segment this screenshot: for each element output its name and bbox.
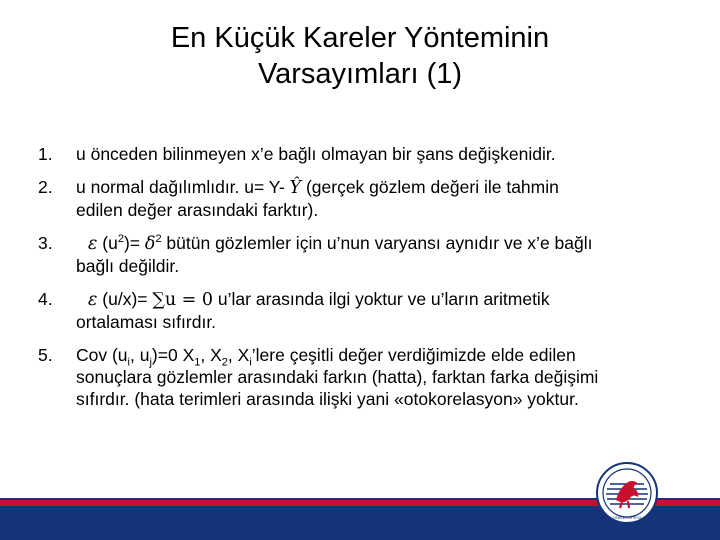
assumptions-list	[38, 143, 698, 421]
item-text-part: )=0 X	[151, 345, 195, 365]
list-number: 1.	[38, 144, 53, 164]
item-text: u önceden bilinmeyen x’e bağlı olmayan bir şans değişkenidir.	[76, 144, 556, 164]
superscript: 2	[155, 233, 162, 246]
list-number: 5.	[38, 345, 53, 365]
subscript: i	[249, 356, 252, 369]
epsilon-symbol: ε	[88, 234, 98, 254]
subscript: 2	[221, 356, 228, 369]
item-text-part: , X	[227, 345, 250, 365]
item-text-line-2: ortalaması sıfırdır.	[76, 312, 217, 332]
item-text-part: bütün gözlemler için u’nun varyansı aynıdır ve x’e bağlı	[161, 233, 593, 253]
item-text-line-1	[76, 176, 698, 199]
item-text-part: , u	[130, 345, 150, 365]
list-item-4	[38, 288, 698, 333]
slide-title	[0, 20, 720, 92]
slide-title-line-2: Varsayımları (1)	[257, 58, 463, 90]
subscript: j	[149, 356, 152, 369]
university-emblem-icon	[596, 462, 658, 524]
item-text-part: (u/x)=	[97, 289, 153, 309]
epsilon-symbol: ε	[88, 290, 98, 310]
y-hat-symbol: Ŷ	[289, 178, 302, 198]
item-text-part: , X	[200, 345, 222, 365]
item-text-part: )=	[123, 233, 145, 253]
slide-title-line-1: En Küçük Kareler Yönteminin	[170, 22, 550, 54]
svg-text:ÜNİVERSİTESİ: ÜNİVERSİTESİ	[613, 515, 641, 520]
item-text-part: u’lar arasında ilgi yoktur ve u’ların aritmetik	[213, 289, 550, 309]
subscript: 1	[194, 356, 201, 369]
list-item-5	[38, 344, 698, 410]
item-text-line-1	[76, 344, 698, 369]
item-text-part: (gerçek gözlem değeri ile tahmin	[301, 177, 559, 197]
item-text-part: u normal dağılımlıdır. u= Y-	[76, 177, 290, 197]
sum-formula: ∑u = 0	[152, 290, 214, 310]
item-text-part: (u	[97, 233, 118, 253]
list-number: 4.	[38, 289, 53, 309]
item-text-line-2: edilen değer arasındaki farktır).	[76, 200, 319, 220]
delta-symbol: δ	[144, 234, 156, 254]
list-item-1	[38, 143, 698, 165]
superscript: 2	[117, 233, 124, 246]
item-text-line-2: sonuçlara gözlemler arasındaki farkın (hatta), farktan farka değişimi	[76, 367, 599, 387]
subscript: i	[127, 356, 130, 369]
item-text-line-2: bağlı değildir.	[76, 256, 180, 276]
list-item-3	[38, 232, 698, 277]
list-number: 2.	[38, 177, 53, 197]
item-text-part: ’lere çeşitli değer verdiğimizde elde edilen	[251, 345, 576, 365]
item-text-line-3: sıfırdır. (hata terimleri arasında ilişki yani «otokorelasyon» yoktur.	[76, 389, 579, 409]
item-text-line-1	[76, 288, 698, 311]
item-text-line-1	[76, 232, 698, 255]
list-item-2	[38, 176, 698, 221]
list-number: 3.	[38, 233, 53, 253]
item-text-part: Cov (u	[76, 345, 128, 365]
